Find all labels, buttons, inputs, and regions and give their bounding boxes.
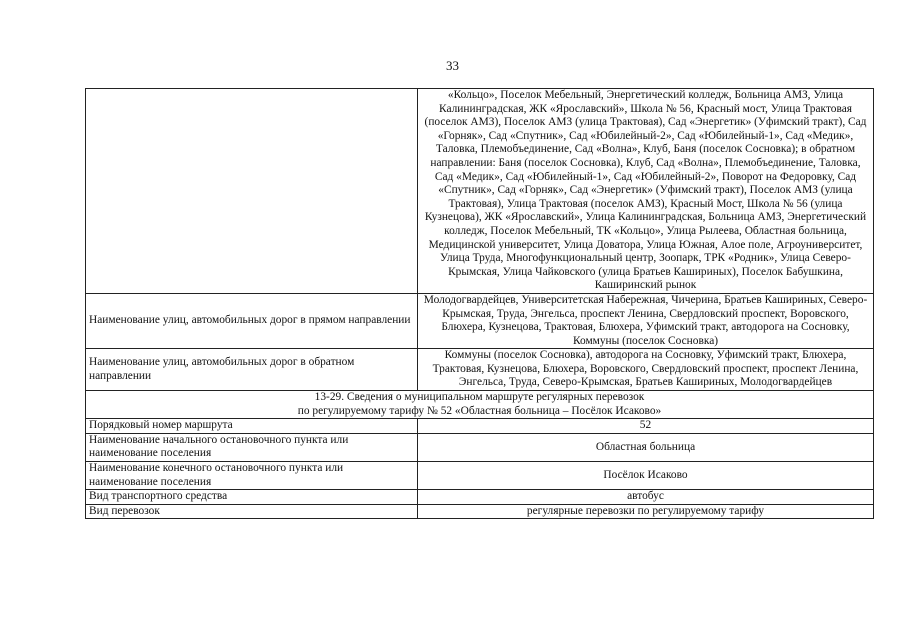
start-stop-label: Наименование начального остановочного пункта или наименование поселения [86,433,418,461]
streets-forward-label: Наименование улиц, автомобильных дорог в прямом направлении [86,293,418,348]
end-stop-label: Наименование конечного остановочного пункта или наименование поселения [86,462,418,490]
streets-reverse-label: Наименование улиц, автомобильных дорог в обратном направлении [86,349,418,391]
route-stops-label [86,89,418,294]
streets-reverse-value: Коммуны (поселок Сосновка), автодорога на Сосновку, Уфимский тракт, Блюхера, Трактовая, Кузнецова, Блюхера, Воровского, Свердловский проспект, проспект Ленина, Энгельса, Труда, Северо-Крымская, Братьев Кашириных, Молодогвардейцев [418,349,874,391]
streets-reverse-row [86,349,874,391]
start-stop-value: Областная больница [418,433,874,461]
section-heading-line1: 13-29. Сведения о муниципальном маршруте регулярных перевозок [314,391,645,404]
route-info-table [85,88,874,519]
streets-forward-row [86,293,874,348]
page-number: 33 [446,58,459,73]
route-number-value: 52 [418,419,874,434]
route-number-row [86,419,874,434]
end-stop-row [86,462,874,490]
section-heading-row [86,391,874,419]
transport-kind-label: Вид перевозок [86,504,418,519]
transport-kind-row [86,504,874,519]
route-stops-value: «Кольцо», Поселок Мебельный, Энергетический колледж, Больница АМЗ, Улица Калининградская, ЖК «Ярославский», Школа № 56, Красный мост, Улица Трактовая (поселок АМЗ), Поселок АМЗ (улица Трактовая), Сад «Энергетик» (Уфимский тракт), Сад «Горняк», Сад «Спутник», Сад «Юбилейный-2», Сад «Юбилейный-1», Сад «Медик», Таловка, Племобъединение, Сад «Волна», Клуб, Баня (поселок Сосновка); в обратном направлении: Баня (поселок Сосновка), Клуб, Сад «Волна», Племобъединение, Таловка, Сад «Медик», Сад «Юбилейный-1», Сад «Юбилейный-2», Поворот на Федоровку, Сад «Спутник», Сад «Горняк», Сад «Энергетик» (Уфимский тракт), Поселок АМЗ (улица Трактовая), Улица Трактовая (поселок АМЗ), Красный Мост, Школа № 56 (улица Кузнецова), ЖК «Ярославский», Улица Калининградская, Больница АМЗ, Энергетический колледж, Поселок Мебельный, ТК «Кольцо», Улица Рылеева, Областная больница, Медицинской университет, Улица Доватора, Улица Южная, Алое поле, Агроуниверситет, Улица Труда, Многофункциональный центр, Зоопарк, ТРК «Родник», Улица Северо-Крымская, Улица Чайковского (улица Братьев Кашириных), Поселок Бабушкина, Каширинский рынок [418,89,874,294]
section-heading-line2: по регулируемому тарифу № 52 «Областная больница – Посёлок Исаково» [297,404,662,417]
vehicle-type-row [86,490,874,505]
vehicle-type-value: автобус [418,490,874,505]
streets-forward-value: Молодогвардейцев, Университетская Набережная, Чичерина, Братьев Кашириных, Северо-Крымская, Труда, Энгельса, проспект Ленина, Свердловский проспект, Воровского, Блюхера, Кузнецова, Трактовая, Блюхера, Уфимский тракт, автодорога на Сосновку, Коммуны (поселок Сосновка) [418,293,874,348]
end-stop-value: Посёлок Исаково [418,462,874,490]
section-heading [86,391,874,419]
route-number-label: Порядковый номер маршрута [86,419,418,434]
route-stops-row [86,89,874,294]
vehicle-type-label: Вид транспортного средства [86,490,418,505]
transport-kind-value: регулярные перевозки по регулируемому тарифу [418,504,874,519]
start-stop-row [86,433,874,461]
